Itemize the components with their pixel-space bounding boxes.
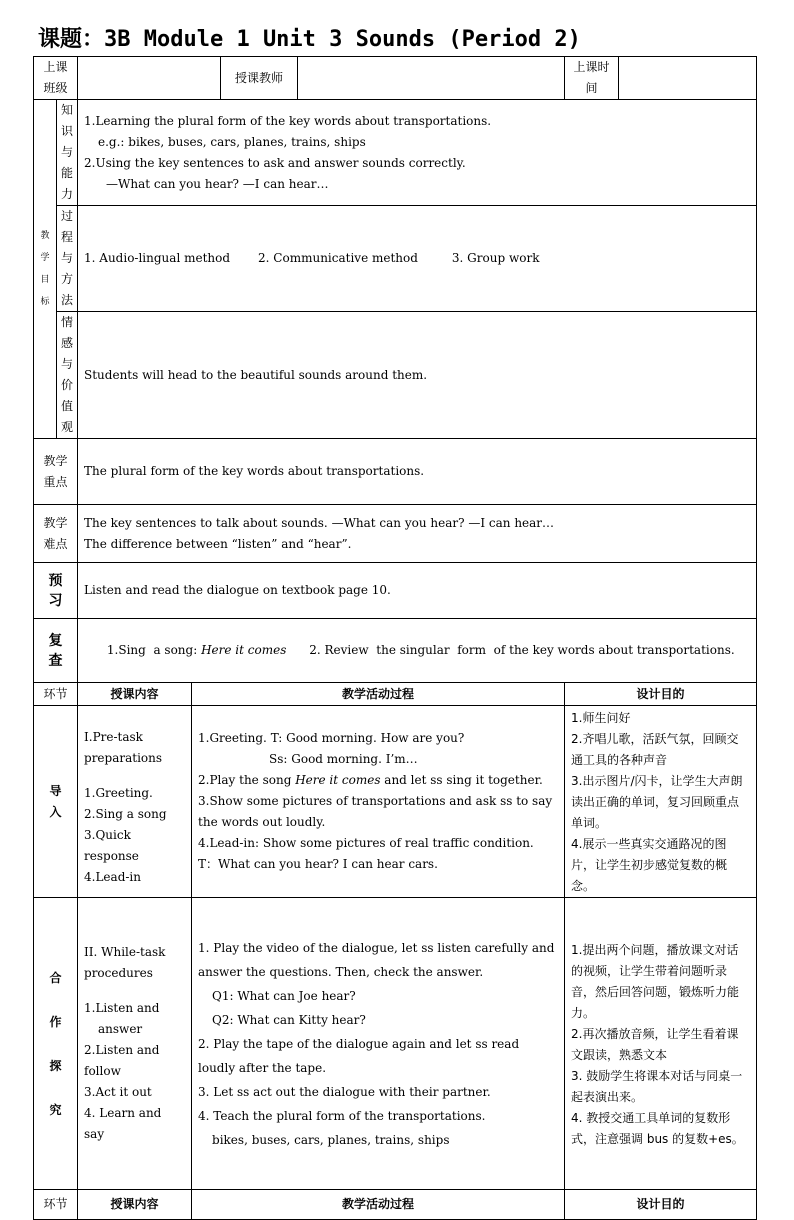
- objectives-label: 教 学 目 标: [34, 100, 57, 439]
- difficulty-row: [34, 505, 757, 563]
- review-row: [34, 619, 757, 683]
- preview-label: 预 习: [34, 563, 78, 619]
- teacher-label: 授课教师: [221, 57, 298, 100]
- objective-knowledge-row: [34, 100, 757, 206]
- time-label: 上课时间: [565, 57, 619, 100]
- teacher-value[interactable]: [298, 57, 565, 100]
- intro-activity: 1.Greeting. T: Good morning. How are you? Ss: Good morning. I’m… 2.Play the song Here it comes and let ss sing it together. 3.Show some pictures of transportations and ask ss to say the words out loudly. 4.Lead-in: Show some pictures of real traffic condition. T：What can you hear? I can hear cars.: [192, 706, 565, 898]
- col-activity-header-2: 教学活动过程: [192, 1190, 565, 1220]
- lesson-plan-table: [33, 56, 757, 1220]
- explore-row: [34, 898, 757, 1190]
- explore-purpose: 1.提出两个问题，播放课文对话的视频，让学生带着问题听录音，然后回答问题，锻炼听力能力。 2.再次播放音频，让学生看着课文跟读，熟悉文本 3. 鼓励学生将课本对话与同桌一起表演出来。 4. 教授交通工具单词的复数形式，注意强调 bus 的复数+es。: [565, 898, 757, 1190]
- col-stage-header: 环节: [34, 683, 78, 706]
- intro-label: 导 入: [34, 706, 78, 898]
- knowledge-label: 知识与能力: [57, 100, 78, 206]
- col-content-header-2: 授课内容: [78, 1190, 192, 1220]
- method-label: 过程与方法: [57, 206, 78, 312]
- difficulty-content: The key sentences to talk about sounds. —What can you hear? —I can hear… The difference between “listen” and “hear”.: [78, 505, 757, 563]
- objective-emotion-row: [34, 312, 757, 439]
- explore-content: II. While-task procedures 1.Listen and answer 2.Listen and follow 3.Act it out 4. Learn and say: [78, 898, 192, 1190]
- preview-row: [34, 563, 757, 619]
- column-header-row-2: [34, 1190, 757, 1220]
- page-title: 课题：3B Module 1 Unit 3 Sounds (Period 2): [38, 27, 581, 52]
- key-point-row: [34, 439, 757, 505]
- class-value[interactable]: [78, 57, 221, 100]
- review-content: 1.Sing a song: Here it comes 2. Review the singular form of the key words about transportations.: [78, 619, 757, 683]
- method-content: 1. Audio-lingual method 2. Communicative method 3. Group work: [78, 206, 757, 312]
- song-title: Here it comes: [201, 643, 287, 657]
- col-purpose-header: 设计目的: [565, 683, 757, 706]
- objective-method-row: [34, 206, 757, 312]
- review-label: 复 查: [34, 619, 78, 683]
- intro-row: [34, 706, 757, 898]
- column-header-row: [34, 683, 757, 706]
- col-content-header: 授课内容: [78, 683, 192, 706]
- col-purpose-header-2: 设计目的: [565, 1190, 757, 1220]
- emotion-label: 情感与价值观: [57, 312, 78, 439]
- col-stage-header-2: 环节: [34, 1190, 78, 1220]
- col-activity-header: 教学活动过程: [192, 683, 565, 706]
- time-value[interactable]: [619, 57, 757, 100]
- explore-activity: 1. Play the video of the dialogue, let ss listen carefully and answer the questions. Then, check the answer. Q1: What can Joe hear? Q2: What can Kitty hear? 2. Play the tape of the dialogue again and let ss read loudly after the tape. 3. Let ss act out the dialogue with their partner. 4. Teach the plural form of the transportations. bikes, buses, cars, planes, trains, ships: [192, 898, 565, 1190]
- preview-content: Listen and read the dialogue on textbook page 10.: [78, 563, 757, 619]
- intro-content: I.Pre-task preparations 1.Greeting. 2.Sing a song 3.Quick response 4.Lead-in: [78, 706, 192, 898]
- difficulty-label: 教学 难点: [34, 505, 78, 563]
- explore-label: 合 作 探 究: [34, 898, 78, 1190]
- key-point-label: 教学 重点: [34, 439, 78, 505]
- emotion-content: Students will head to the beautiful sounds around them.: [78, 312, 757, 439]
- knowledge-content: 1.Learning the plural form of the key words about transportations. e.g.: bikes, buses, cars, planes, trains, ships 2.Using the key sentences to ask and answer sounds correctly. —What can you hear? —I can hear…: [78, 100, 757, 206]
- intro-purpose: 1.师生问好 2.齐唱儿歌，活跃气氛，回顾交通工具的各种声音 3.出示图片/闪卡，让学生大声朗读出正确的单词，复习回顾重点单词。 4.展示一些真实交通路况的图片，让学生初步感觉复数的概念。: [565, 706, 757, 898]
- class-label: 上课班级: [34, 57, 78, 100]
- key-point-content: The plural form of the key words about transportations.: [78, 439, 757, 505]
- header-row: [34, 57, 757, 100]
